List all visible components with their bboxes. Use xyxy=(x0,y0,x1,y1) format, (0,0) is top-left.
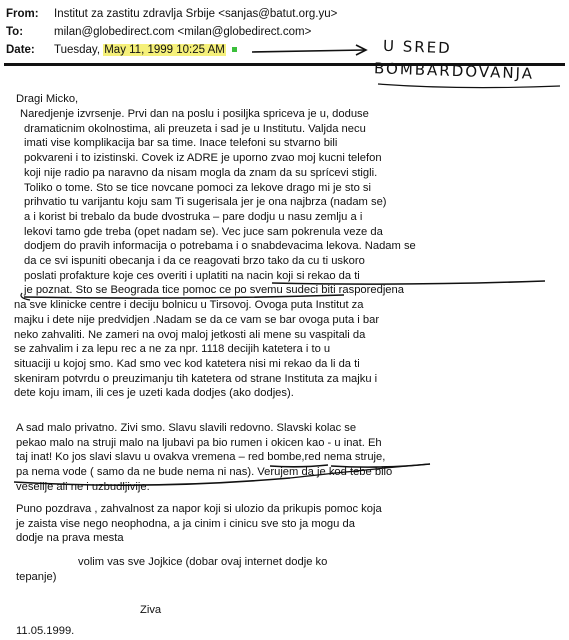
text-line: se zahvalim i za lepu rec a ne za npr. 1118 decijih katetera i to u xyxy=(14,343,331,356)
date-prefix: Tuesday, xyxy=(54,44,104,56)
text-line: poslati profakture koje ces overiti i uplatiti na nacin koji si rekao da ti xyxy=(24,269,360,282)
text-line: je poznat. Sto se Beograda tice pomoc ce po svemu sudeci biti rasporedjena xyxy=(24,284,404,297)
from-row xyxy=(6,7,337,21)
text-line: Toliko o tome. Sto se tice novcane pomoci za lekove drago mi je sto si xyxy=(24,181,371,194)
text-line: lekovi tamo gde treba (opet nadam se). Vec juce sam pokrenula veze da xyxy=(24,225,383,238)
handwritten-note-line2: BOMBARDOVANJA xyxy=(373,59,535,83)
paragraph-2 xyxy=(16,421,556,495)
to-value: milan@globedirect.com <milan@globedirect.com> xyxy=(54,26,312,38)
from-label: From: xyxy=(6,8,39,20)
text-line: da ce svi ispuniti obecanja i da ce reagovati brzo tako da cu ti uskoro xyxy=(24,255,365,268)
text-line: a i korist bi trebalo da bude dvostruka – pare dodju u nasu zemlju a i xyxy=(24,210,363,223)
text-line: na sve klinicke centre i deciju bolnicu u Tirsovoj. Ovoga puta Institut za xyxy=(14,299,364,312)
closing-line-continued: tepanje) xyxy=(16,571,57,583)
text-line: Naredjenje izvrsenje. Prvi dan na poslu i posiljka spriceva je u, doduse xyxy=(20,108,369,120)
letter-date: 11.05.1999. xyxy=(16,625,75,637)
arrow-line xyxy=(252,50,365,52)
text-line: dodje na prava mesta xyxy=(16,532,124,545)
text-line: majku i dete nije predvidjen .Nadam se da ce vam se bar ovoga puta i bar xyxy=(14,313,380,326)
note-underline xyxy=(378,84,560,88)
text-line: je zaista vise nego neophodna, a ja cinim i cinicu sve sto ja mogu da xyxy=(16,517,355,530)
date-row xyxy=(6,43,237,57)
paragraph-1 xyxy=(14,107,564,401)
text-line: dramaticnim okolnostima, ali preuzeta i sad je u Institutu. Valjda necu xyxy=(24,122,366,135)
text-line: dodjem do pravih informacija o potrebama i o snabdevacima lekova. Nadam se xyxy=(24,240,416,253)
to-label: To: xyxy=(6,26,24,38)
text-line: situaciji u kojoj smo. Kad smo vec kod katetera nisi mi rekao da li da ti xyxy=(14,357,360,370)
date-label: Date: xyxy=(6,44,35,56)
text-line: pokvareni i to izistinski. Covek iz ADRE je uporno zvao moj kucni telefon xyxy=(24,152,382,165)
text-line: imati vise komplikacija bar sa time. Inace telefoni su stvarno bili xyxy=(24,137,338,150)
marker-dot-icon xyxy=(232,47,237,52)
arrow-head-icon xyxy=(356,45,366,55)
signature: Ziva xyxy=(140,604,162,616)
text-line: pa nema vode ( samo da ne bude nema ni nas). Verujem da je kod tebe bilo xyxy=(16,466,393,479)
text-line: dete koju imam, ili ces je uzeti kada dodjes (ako dodjes). xyxy=(14,387,294,400)
to-row xyxy=(6,25,311,39)
text-line: Puno pozdrava , zahvalnost za napor koji si ulozio da prikupis pomoc koja xyxy=(16,503,382,515)
paragraph-3 xyxy=(16,502,556,546)
from-value: Institut za zastitu zdravlja Srbije <sanjas@batut.org.yu> xyxy=(54,8,338,20)
text-line: A sad malo privatno. Zivi smo. Slavu slavili redovno. Slavski kolac se xyxy=(16,422,357,434)
text-line: pekao malo na struji malo na ljubavi pa bio rumen i okicen kao - u inat. Eh xyxy=(16,436,382,449)
greeting: Dragi Micko, xyxy=(16,93,79,105)
handwritten-note-line1: U SRED xyxy=(382,36,453,58)
text-line: neko zahvaliti. Ne zameri na ovoj maloj jetkosti ali mene su vaspitali da xyxy=(14,328,366,341)
text-line: prihvatio tu varijantu koju sam Ti sugerisala jer je ona najbrza (nadam se) xyxy=(24,196,387,209)
text-line: taj inat! Ko jos slavi slavu u ovakva vremena – red bombe,red nema struje, xyxy=(16,451,386,464)
text-line: koji nije radio pa naravno da nisam mogla da znam da su sprícevi stigli. xyxy=(24,166,378,179)
date-highlighted: May 11, 1999 10:25 AM xyxy=(104,44,225,56)
text-line: skeniram potvrdu o preuzimanju tih katetera od strane Instituta za majku i xyxy=(14,372,378,385)
closing-line: volim vas sve Jojkice (dobar ovaj internet dodje ko xyxy=(78,556,328,568)
text-line: veselije ali ne i uzbudljivije. xyxy=(16,480,150,493)
